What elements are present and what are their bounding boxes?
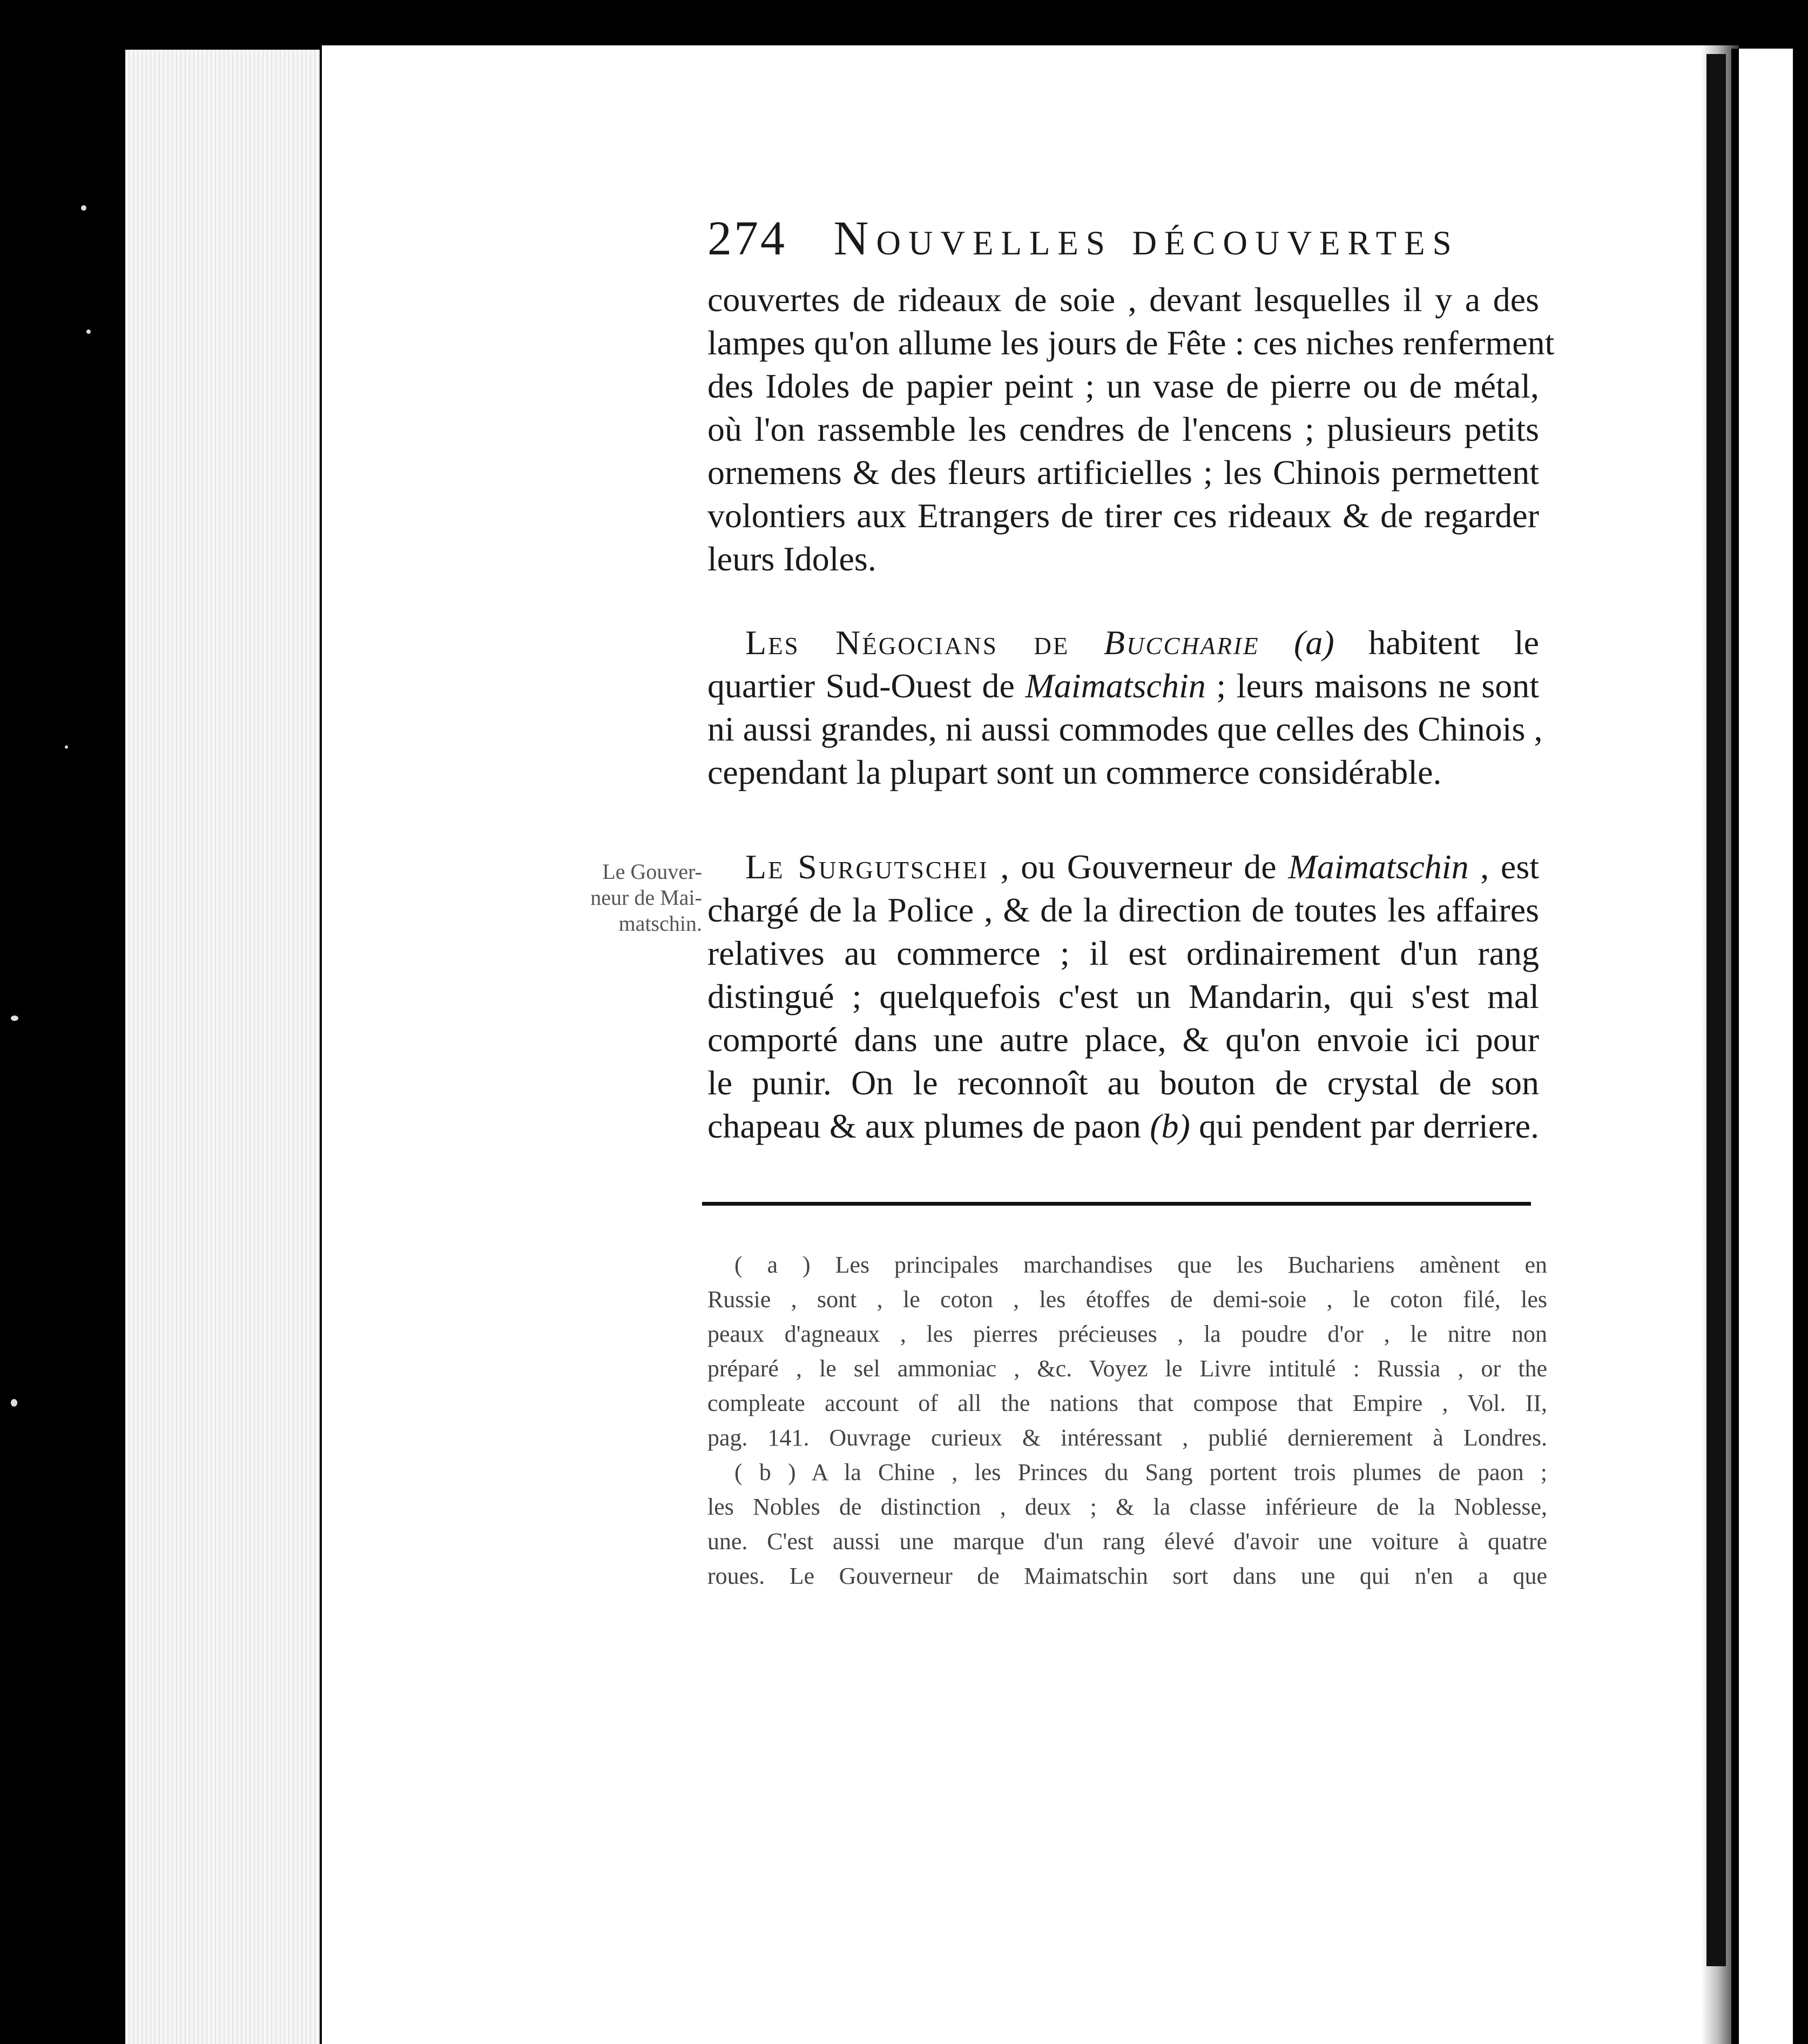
body-line (707, 664, 1539, 708)
footnote-line: préparé , le sel ammoniac , &c. Voyez le Livre intitulé : Russia , or the (707, 1355, 1547, 1382)
footnote-line: ( a ) Les principales marchandises que les Buchariens amènent en (734, 1252, 1547, 1278)
text-run: , est (1480, 848, 1540, 886)
body-line: des Idoles de papier peint ; un vase de pierre ou de métal, (707, 367, 1539, 405)
text-run: habitent le (1368, 623, 1540, 662)
footnote-line: une. C'est aussi une marque d'un rang élevé d'avoir une voiture à quatre (707, 1528, 1547, 1555)
dust-speck (11, 1016, 18, 1021)
footnote-rule (702, 1202, 1531, 1206)
gutter-fold (1706, 54, 1726, 1966)
text-run: qui pendent par derriere. (1199, 1107, 1540, 1145)
paragraph-lead: Les Négocians de (745, 623, 1070, 662)
place-name: Maimatschin (1288, 848, 1469, 886)
text-run: ; leurs maisons ne sont (1216, 667, 1539, 705)
body-line: chargé de la Police , & de la direction de toutes les affaires (707, 891, 1539, 929)
body-line: leurs Idoles. (707, 540, 876, 578)
body-line: ornemens & des fleurs artificielles ; les Chinois permettent (707, 453, 1539, 492)
marginal-note-line: matschin. (618, 911, 702, 936)
running-title: Nouvelles découvertes (833, 212, 1459, 265)
footnote-line: les Nobles de distinction , deux ; & la classe inférieure de la Noblesse, (707, 1494, 1547, 1520)
body-line: distingué ; quelquefois c'est un Mandarin, qui s'est mal (707, 977, 1539, 1016)
body-line: comporté dans une autre place, & qu'on envoie ici pour (707, 1020, 1539, 1059)
body-line (745, 845, 1539, 889)
body-line: couvertes de rideaux de soie , devant lesquelles il y a des (707, 280, 1539, 319)
body-line: cependant la plupart sont un commerce considérable. (707, 753, 1442, 791)
body-line (707, 1105, 1539, 1148)
page-number: 274 (707, 212, 787, 265)
footnote-line: compleate account of all the nations that compose that Empire , Vol. II, (707, 1390, 1547, 1416)
running-head (707, 211, 1485, 266)
footnote-line: roues. Le Gouverneur de Maimatschin sort dans une qui n'en a que (707, 1563, 1547, 1589)
place-name: Buccharie (1103, 623, 1260, 662)
book-fore-edge (125, 50, 320, 2044)
dust-speck (65, 745, 68, 749)
body-line: ni aussi grandes, ni aussi commodes que celles des Chinois , (707, 710, 1543, 748)
text-run: quartier Sud-Ouest de (707, 667, 1015, 705)
footnote-line: ( b ) A la Chine , les Princes du Sang portent trois plumes de paon ; (734, 1459, 1547, 1485)
body-line: lampes qu'on allume les jours de Fête : ces niches renferment (707, 324, 1555, 362)
marginal-note (540, 859, 702, 937)
footnote-ref: (b) (1150, 1107, 1190, 1145)
footnote-ref: (a) (1294, 623, 1334, 662)
body-line: relatives au commerce ; il est ordinairement d'un rang (707, 934, 1539, 972)
marginal-note-line: Le Gouver- (602, 859, 702, 884)
body-line: où l'on rassemble les cendres de l'encens ; plusieurs petits (707, 410, 1539, 448)
marginal-note-line: neur de Mai- (590, 885, 702, 910)
paragraph-lead: Le Surgutschei (745, 848, 989, 886)
dust-speck (81, 205, 86, 211)
footnote-line: Russie , sont , le coton , les étoffes de demi-soie , le coton filé, les (707, 1286, 1547, 1313)
body-line: volontiers aux Etrangers de tirer ces rideaux & de regarder (707, 496, 1539, 535)
text-run: chapeau & aux plumes de paon (707, 1107, 1141, 1145)
place-name: Maimatschin (1025, 667, 1206, 705)
footnote-line: peaux d'agneaux , les pierres précieuses , la poudre d'or , le nitre non (707, 1321, 1547, 1347)
text-run: , ou Gouverneur de (1000, 848, 1277, 886)
dust-speck (11, 1399, 17, 1407)
scan-border-right (1793, 49, 1808, 2044)
footnote-line: pag. 141. Ouvrage curieux & intéressant , publié dernierement à Londres. (707, 1424, 1547, 1451)
body-line (745, 621, 1539, 664)
body-line: le punir. On le reconnoît au bouton de crystal de son (707, 1064, 1539, 1102)
dust-speck (86, 330, 91, 334)
